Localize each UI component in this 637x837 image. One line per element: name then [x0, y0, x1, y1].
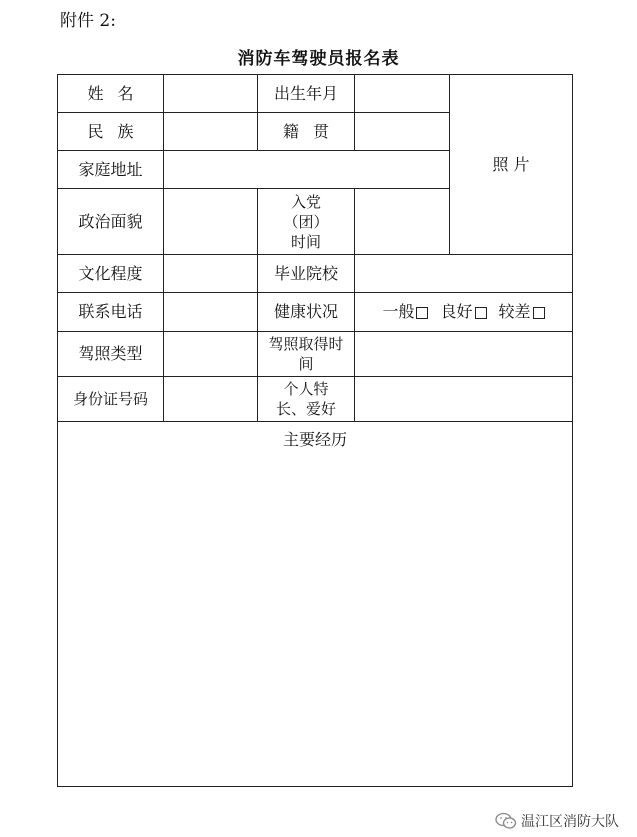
- health-option-poor[interactable]: 较差: [499, 302, 545, 322]
- hobby-label: 个人特长、爱好: [257, 376, 355, 422]
- political-label: 政治面貌: [57, 188, 164, 255]
- ethnicity-field[interactable]: [163, 112, 258, 151]
- hobby-field[interactable]: [354, 376, 573, 422]
- name-label: 姓名: [57, 74, 164, 113]
- birth-label: 出生年月: [257, 74, 355, 113]
- school-field[interactable]: [354, 254, 573, 293]
- school-label: 毕业院校: [257, 254, 355, 293]
- birth-field[interactable]: [354, 74, 450, 113]
- license-time-label: 驾照取得时间: [257, 331, 355, 377]
- checkbox-icon[interactable]: [533, 307, 545, 319]
- health-option-general[interactable]: 一般: [382, 302, 428, 322]
- native-place-field[interactable]: [354, 112, 450, 151]
- party-time-field[interactable]: [354, 188, 450, 255]
- checkbox-icon[interactable]: [416, 307, 428, 319]
- address-label: 家庭地址: [57, 150, 164, 189]
- name-field[interactable]: [163, 74, 258, 113]
- education-label: 文化程度: [57, 254, 164, 293]
- ethnicity-label: 民族: [57, 112, 164, 151]
- attachment-label: 附件 2:: [60, 11, 116, 31]
- wechat-icon: [495, 812, 517, 830]
- native-place-label: 籍贯: [257, 112, 355, 151]
- form-title: 消防车驾驶员报名表: [237, 49, 400, 69]
- license-time-field[interactable]: [354, 331, 573, 377]
- checkbox-icon[interactable]: [475, 307, 487, 319]
- id-label: 身份证号码: [57, 376, 164, 422]
- experience-label: 主要经历: [282, 430, 347, 449]
- experience-section[interactable]: [57, 421, 573, 787]
- health-options: [354, 292, 573, 332]
- party-time-label: 入党（团）时间: [257, 188, 355, 255]
- phone-field[interactable]: [163, 292, 258, 332]
- address-field[interactable]: [163, 150, 450, 189]
- registration-form: [57, 74, 573, 787]
- id-field[interactable]: [163, 376, 258, 422]
- health-label: 健康状况: [257, 292, 355, 332]
- photo-box: 照 片: [449, 74, 573, 255]
- phone-label: 联系电话: [57, 292, 164, 332]
- license-type-label: 驾照类型: [57, 331, 164, 377]
- license-type-field[interactable]: [163, 331, 258, 377]
- watermark-text: 温江区消防大队: [521, 814, 619, 830]
- watermark: [495, 811, 619, 831]
- education-field[interactable]: [163, 254, 258, 293]
- health-option-good[interactable]: 良好: [440, 302, 486, 322]
- political-field[interactable]: [163, 188, 258, 255]
